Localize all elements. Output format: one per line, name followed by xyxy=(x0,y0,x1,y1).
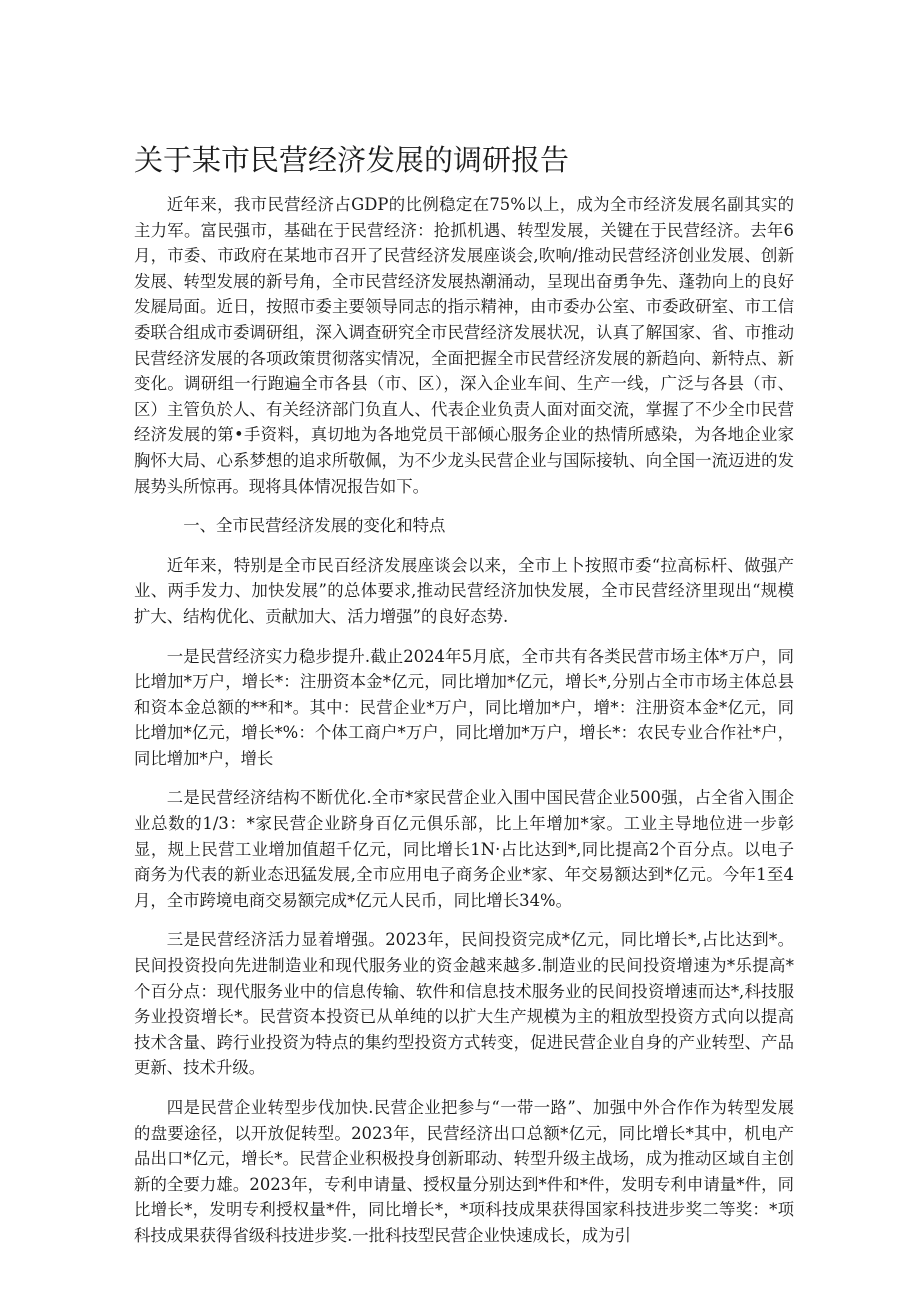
point-one-paragraph: 一是民营经济实力稳步提升.截止2024年5月底，全市共有各类民营市场主体*万户，同比增加*万户，增长*：注册资本金*亿元，同比增加*亿元，增长*,分别占全市市场主体总县和资本金总额的**和*。其中：民营企业*万户，同比增加*户，增*：注册资本金*亿元，同比增加*亿元，增长*%：个体工商户*万户，同比增加*万户，增长*：农民专业合作社*户，同比增加*户，增长 xyxy=(134,646,794,768)
section-heading: 一、全市民营经济发展的变化和特点 xyxy=(183,516,446,536)
point-two-paragraph: 二是民营经济结构不断优化.全市*家民营企业入围中国民营企业500强，占全省入围企业总数的1/3：*家民营企业跻身百亿元俱乐部，比上年增加*家。工业主导地位进一步彰显，规上民营工业增加值超千亿元，同比增长1N·占比达到*,同比提高2个百分点。以电子商务为代表的新业态迅猛发展,全市应用电子商务企业*家、年交易额达到*亿元。今年1至4月，全市跨境电商交易额完成*亿元人民币，同比增长34%。 xyxy=(134,788,794,910)
page-title: 关于某市民营经济发展的调研报告 xyxy=(134,143,570,177)
document-body xyxy=(134,192,794,1263)
section-intro-paragraph: 近年来，特别是全市民百经济发展座谈会以来，全市上卜按照市委“拉高标杆、做强产业、两手发力、加快发展”的总体要求,推动民营经济加快发展，全市民营经济里现出“规模扩大、结构优化、贡献加大、活力增强”的良好态势. xyxy=(134,555,794,626)
intro-paragraph: 近年来，我市民营经济占GDP的比例稳定在75%以上，成为全市经济发展名副其实的主力军。富民强市，基础在于民营经济：抢抓机遇、转型发展，关键在于民营经济。去年6月，市委、市政府在某地市召开了民营经济发展座谈会,吹响/推动民营经济创业发展、创新发展、转型发展的新号角，全市民营经济发展热潮涌动，呈现出奋勇争先、蓬勃向上的良好发屣局面。近日，按照市委主要领导同志的指示精神，由市委办公室、市委政研室、市工信委联合组成市委调研组，深入调查研究全市民营经济发展状况，认真了解国家、省、市推动民营经济发展的各项政策贯彻落实情况，全面把握全市民营经济发展的新趋向、新特点、新变化。调研组一行跑遍全市各县（市、区），深入企业车间、生产一线，广泛与各县（市、区）主管负於人、有关经济部门负直人、代表企业负责人面对面交流，掌握了不少全巾民营经济发展的第•手资料，真切地为各地党员干部倾心服务企业的热情所感染，为各地企业家胸怀大局、心系梦想的追求所敬佩，为不少龙头民营企业与国际接轨、向全国一流迈进的发展势头所惊再。现将具体情况报告如下。 xyxy=(134,195,794,496)
point-three-paragraph: 三是民营经济活力显着增强。2023年，民间投资完成*亿元，同比增长*,占比达到*。民间投资投向先进制造业和现代服务业的资金越来越多.制造业的民间投资增速为*乐提高*个百分点：现代服务业中的信息传输、软件和信息技术服务业的民间投资增速而达*,科技服务业投资增长*。民营资本投资已从单纯的以扩大生产规模为主的粗放型投资方式向以提高技术含量、跨行业投资为特点的集约型投资方式转变，促进民营企业自身的产业转型、产品更新、技术升级。 xyxy=(134,930,794,1078)
point-four-paragraph: 四是民营企业转型步伐加快.民营企业把参与“一带一路”、加强中外合作作为转型发展的盘要途径，以开放促转型。2023年，民营经济出口总额*亿元，同比增长*其中，机电产品出口*亿元，增长*。民营企业积极投身创新耶动、转型升级主战场，成为推动区域自主创新的全要力雄。2023年，专利申请量、授权量分别达到*件和*件，发明专利申请量*件，同比增长*，发明专利授权量*件，同比增长*，*项科技成果获得国家科技进步奖二等奖：*项科技成果获得省级科技进步奖.一批科技型民营企业快速成长，成为引 xyxy=(134,1098,794,1245)
